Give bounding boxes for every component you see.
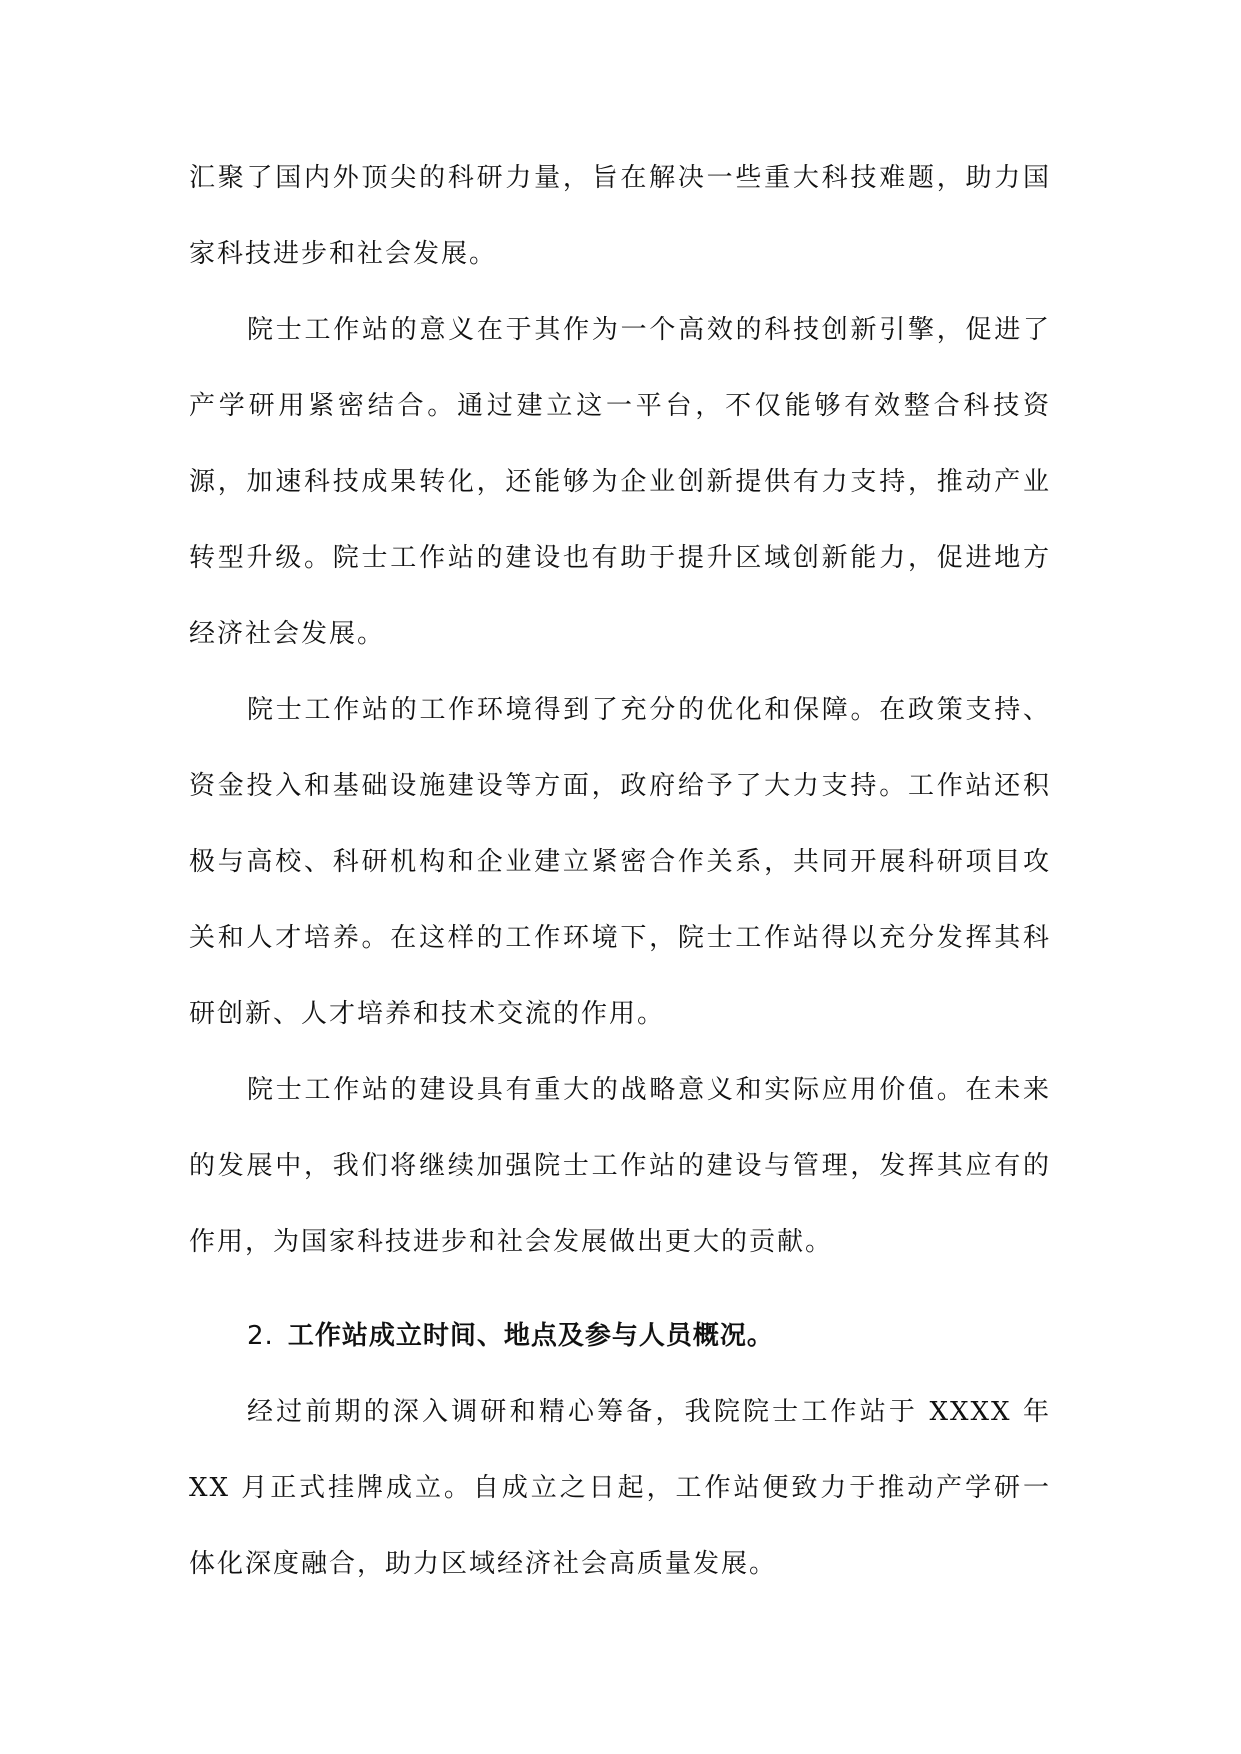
section-number: 2.	[247, 1321, 274, 1351]
document-body	[189, 140, 1051, 1602]
paragraph-significance: 院士工作站的意义在于其作为一个高效的科技创新引擎，促进了产学研用紧密结合。通过建立这一平台，不仅能够有效整合科技资源，加速科技成果转化，还能够为企业创新提供有力支持，推动产业转型升级。院士工作站的建设也有助于提升区域创新能力，促进地方经济社会发展。	[189, 315, 1051, 649]
section-heading	[189, 1298, 1051, 1374]
section-title: 工作站成立时间、地点及参与人员概况。	[287, 1321, 774, 1351]
paragraph-establishment: 经过前期的深入调研和精心筹备，我院院士工作站于 XXXX 年 XX 月正式挂牌成立。自成立之日起，工作站便致力于推动产学研一体化深度融合，助力区域经济社会高质量发展。	[189, 1397, 1051, 1579]
paragraph-continued: 汇聚了国内外顶尖的科研力量，旨在解决一些重大科技难题，助力国家科技进步和社会发展。	[189, 163, 1051, 269]
paragraph-environment: 院士工作站的工作环境得到了充分的优化和保障。在政策支持、资金投入和基础设施建设等方面，政府给予了大力支持。工作站还积极与高校、科研机构和企业建立紧密合作关系，共同开展科研项目攻关和人才培养。在这样的工作环境下，院士工作站得以充分发挥其科研创新、人才培养和技术交流的作用。	[189, 695, 1051, 1029]
paragraph-strategic-value: 院士工作站的建设具有重大的战略意义和实际应用价值。在未来的发展中，我们将继续加强院士工作站的建设与管理，发挥其应有的作用，为国家科技进步和社会发展做出更大的贡献。	[189, 1075, 1051, 1257]
